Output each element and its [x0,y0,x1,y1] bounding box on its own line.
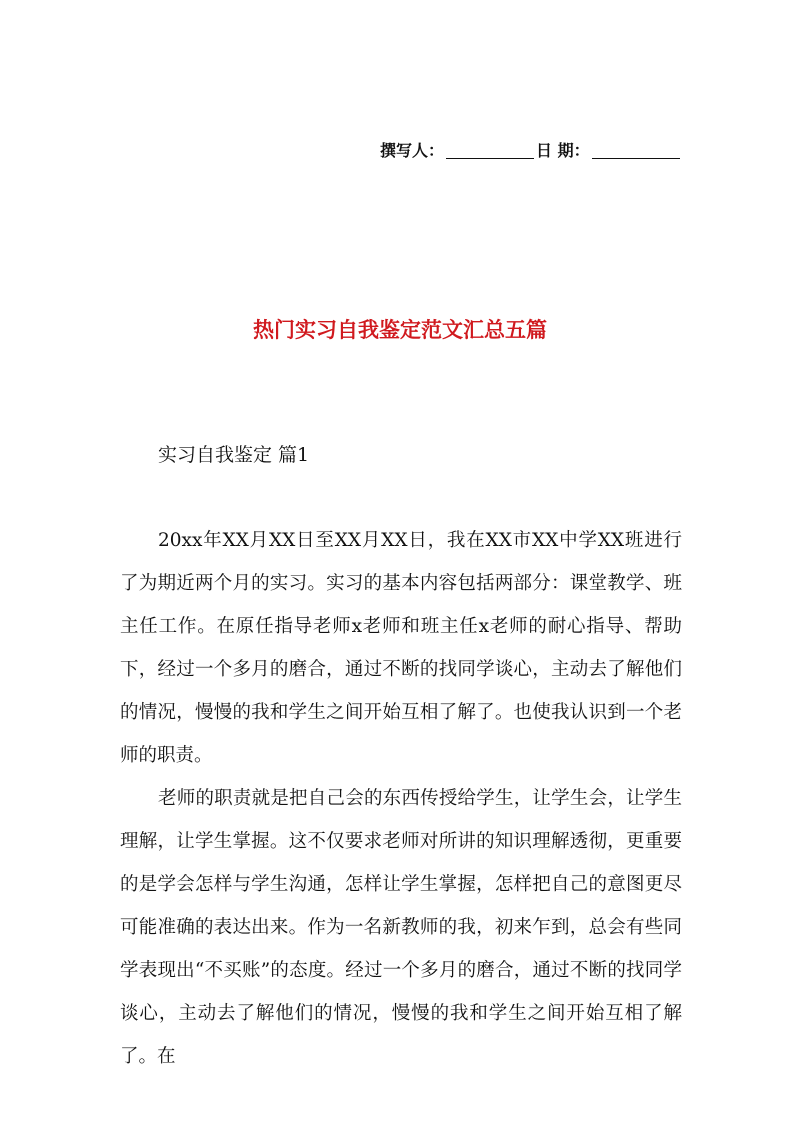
date-label: 日 期： [536,141,590,160]
author-label: 撰写人： [380,141,445,160]
document-title: 热门实习自我鉴定范文汇总五篇 [253,317,547,342]
date-blank [592,157,680,159]
section-heading: 实习自我鉴定 篇1 [158,444,310,466]
paragraph-1: 20xx年XX月XX日至XX月XX日，我在XX市XX中学XX班进行了为期近两个月的实习。实习的基本内容包括两部分：课堂教学、班主任工作。在原任指导老师x老师和班主任x老师的耐心指导、帮助下，经过一个多月的磨合，通过不断的找同学谈心，主动去了解他们的情况，慢慢的我和学生之间开始互相了解了。也使我认识到一个老师的职责。 [120,530,682,766]
author-date-line [380,138,682,161]
author-blank [446,157,534,159]
document-body [120,519,682,1078]
paragraph-2: 老师的职责就是把自己会的东西传授给学生，让学生会，让学生理解，让学生掌握。这不仅要求老师对所讲的知识理解透彻，更重要的是学会怎样与学生沟通，怎样让学生掌握，怎样把自己的意图更尽可能准确的表达出来。作为一名新教师的我，初来乍到，总会有些同学表现出“不买账”的态度。经过一个多月的磨合，通过不断的找同学谈心，主动去了解他们的情况，慢慢的我和学生之间开始互相了解了。在 [120,788,682,1067]
